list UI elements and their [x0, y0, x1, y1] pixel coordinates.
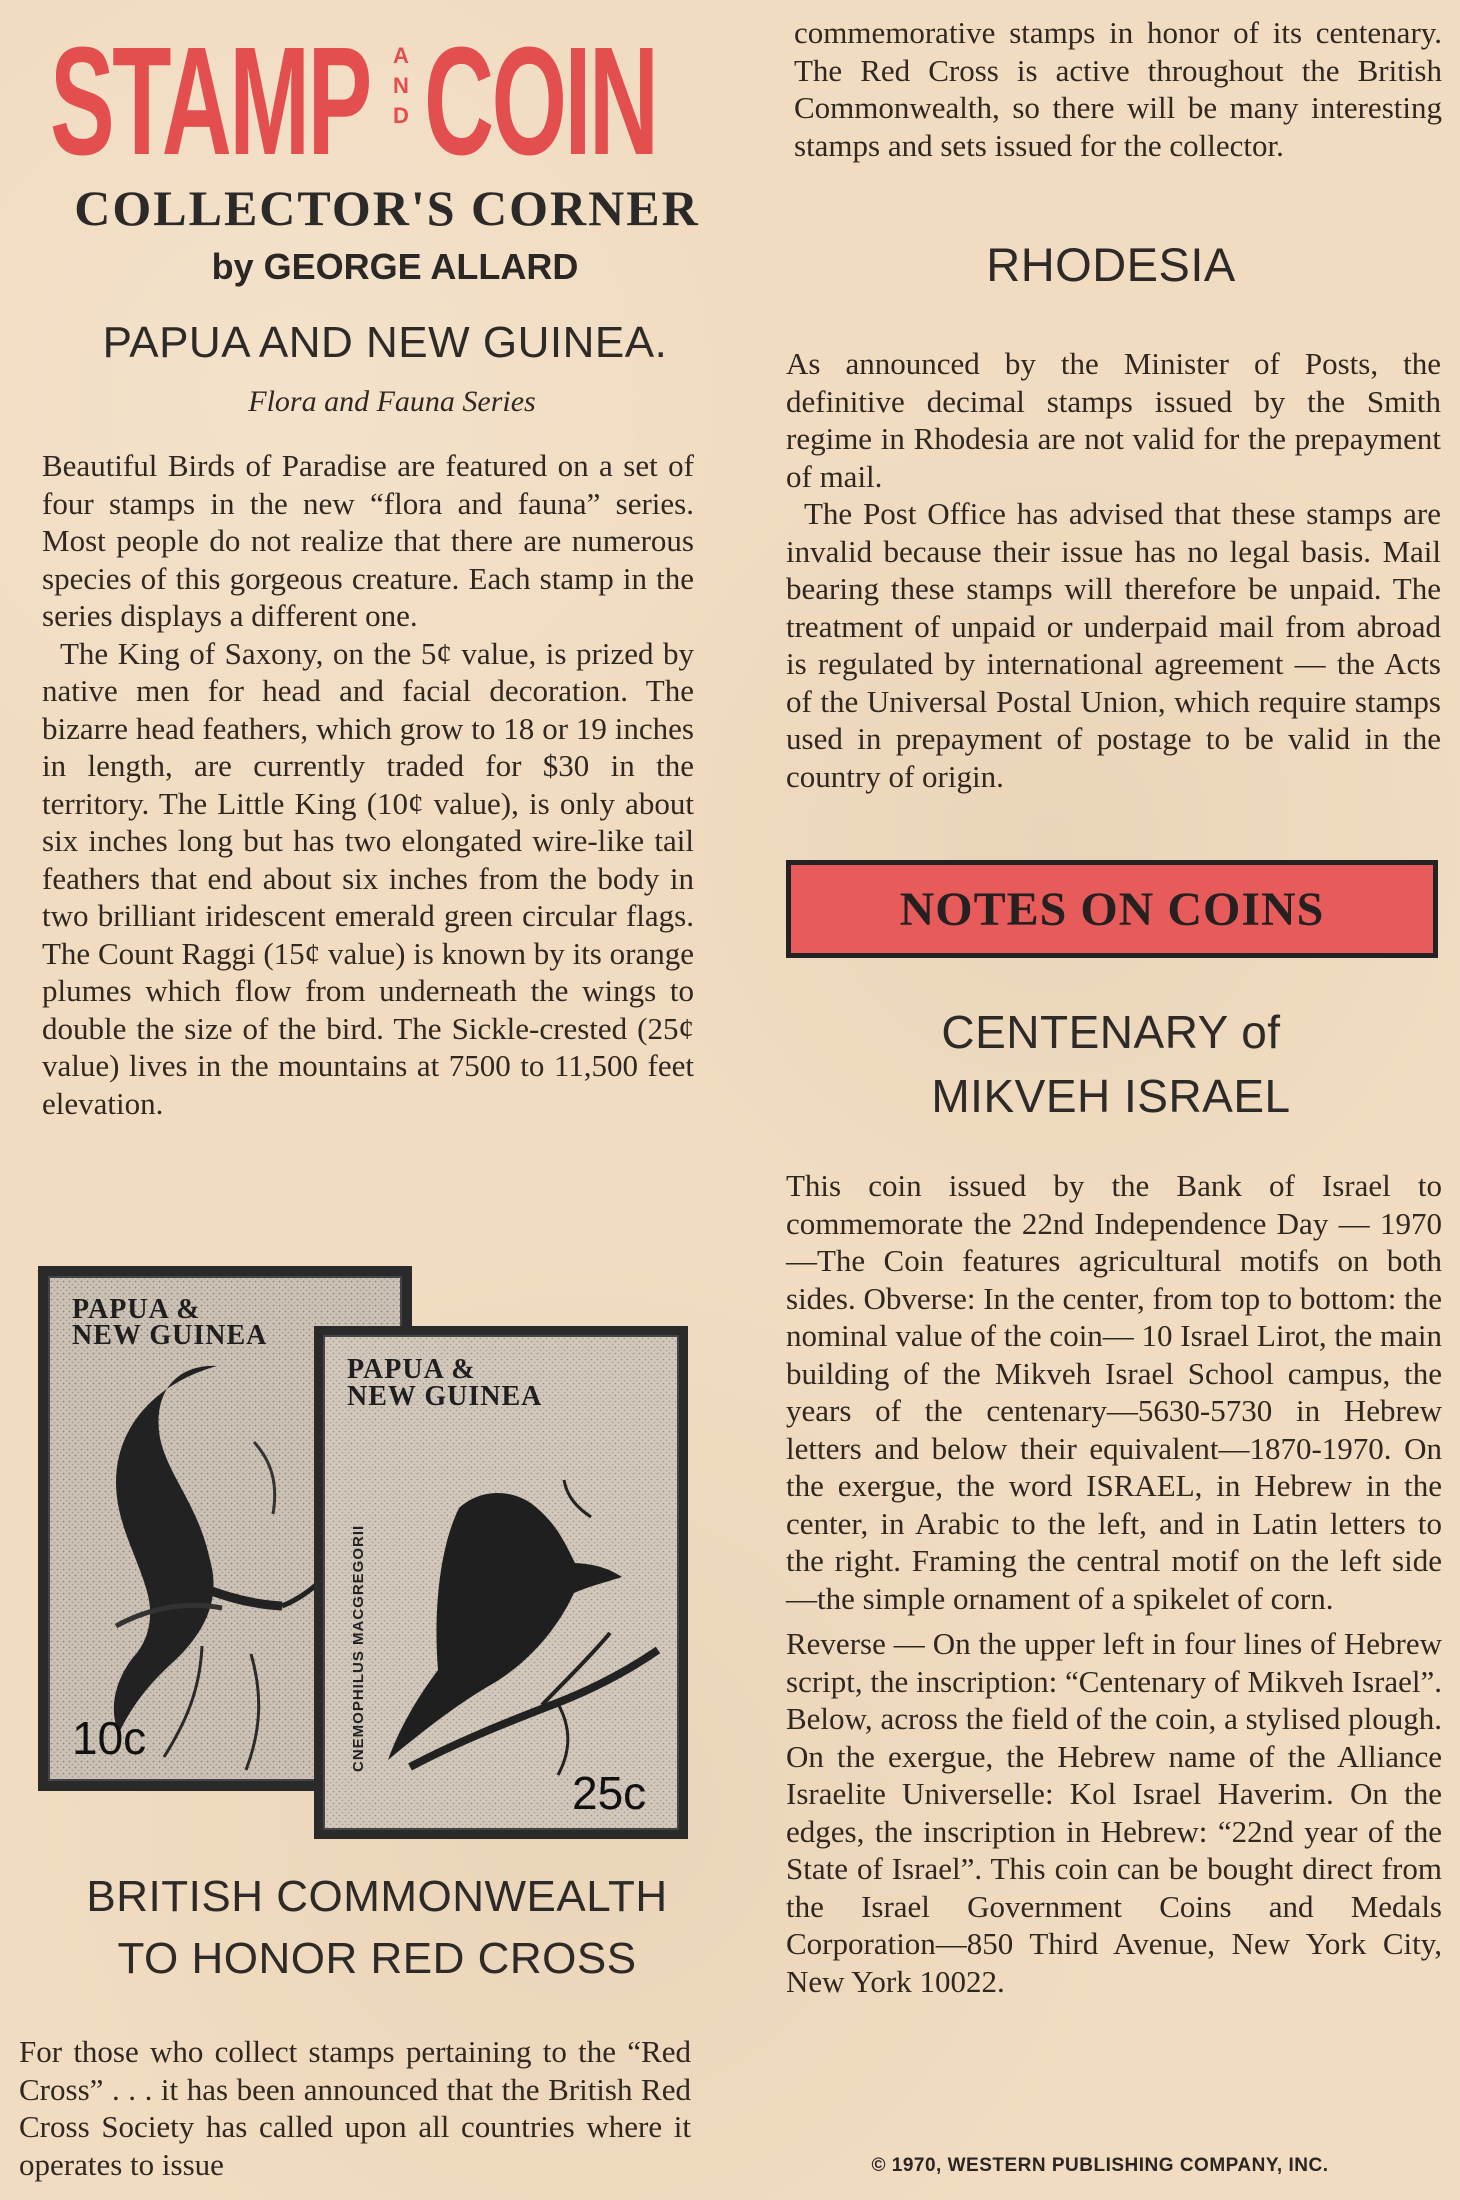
- right-stamp: [314, 1326, 688, 1839]
- masthead: [32, 0, 700, 360]
- bird-stamps-image: [32, 1262, 702, 1846]
- byline: by GEORGE ALLARD: [211, 246, 579, 287]
- masthead-stamp-word: STAMP: [50, 15, 370, 187]
- rhodesia-paragraph-1: As announced by the Minister of Posts, the definitive decimal stamps issued by the Smith regime in Rhodesia are not valid for the prepayment of mail.: [786, 346, 1441, 494]
- coin-article: [786, 1167, 1442, 2000]
- copyright-notice: © 1970, WESTERN PUBLISHING COMPANY, INC.: [871, 2155, 1329, 2176]
- left-stamp-country: PAPUA &: [72, 1294, 201, 1325]
- british-heading-line-2: TO HONOR RED CROSS: [117, 1934, 637, 1983]
- papua-paragraph-1: Beautiful Birds of Paradise are featured on a set of four stamps in the new “flora and fauna” series. Most people do not realize that there are numerous species of this gorgeous creature. Each stamp in the series displays a different one.: [42, 448, 694, 633]
- british-article: For those who collect stamps pertaining to the “Red Cross” . . . it has been announced that the British Red Cross Society has called upon all countries where it operates to issue: [19, 2034, 691, 2182]
- rhodesia-article: [786, 345, 1441, 795]
- papua-subheading: Flora and Fauna Series: [248, 385, 536, 418]
- papua-heading: PAPUA AND NEW GUINEA.: [102, 318, 668, 367]
- left-stamp-value: 10c: [72, 1712, 147, 1764]
- papua-article: [42, 447, 694, 1122]
- coin-paragraph-1: This coin issued by the Bank of Israel to commemorate the 22nd Independence Day — 1970—The Coin features agricultural motifs on both sides. Obverse: In the center, from top to bottom: the nominal value of the coin— 10 Israel Lirot, the main building of the Mikveh Israel School campus, the years of the centenary—5630-5730 in Hebrew letters and below their equivalent—1870-1970. On the exergue, the word ISRAEL, in Hebrew in the center, in Arabic to the left, and in Latin letters to the right. Framing the central motif on the left side—the simple ornament of a spikelet of corn.: [786, 1168, 1442, 1616]
- masthead-and-word: [387, 41, 415, 131]
- papua-paragraph-2: The King of Saxony, on the 5¢ value, is prized by native men for head and facial decoration. The bizarre head feathers, which grow to 18 or 19 inches in length, are currently traded for $30 in the territory. The Little King (10¢ value), is only about six inches long but has two elongated wire-like tail feathers that end about six inches from the body in two brilliant iridescent emerald green circular flags. The Count Raggi (15¢ value) is known by its orange plumes which flow from underneath the wings to double the size of the bird. The Sickle-crested (25¢ value) lives in the mountains at 7500 to 11,500 feet elevation.: [42, 635, 694, 1121]
- masthead-title: [44, 15, 734, 187]
- svg-text:NEW GUINEA: NEW GUINEA: [72, 1320, 268, 1351]
- right-stamp-species: CNEMOPHILUS MACGREGORII: [350, 1524, 367, 1772]
- section-title: COLLECTOR'S CORNER: [74, 180, 700, 236]
- centenary-heading: [786, 1000, 1436, 1128]
- coin-paragraph-2: Reverse — On the upper left in four lines of Hebrew script, the inscription: “Centenary of Mikveh Israel”. Below, across the field of the coin, a stylised plough. On the exergue, the Hebrew name of the Alliance Israelite Universelle: Kol Israel Haverim. On the edges, the inscription in Hebrew: “22nd year of the State of Israel”. This coin can be bought direct from the Israel Government Coins and Medals Corporation—850 Third Avenue, New York City, New York 10022.: [786, 1626, 1442, 1999]
- centenary-heading-line-1: CENTENARY of: [941, 1006, 1281, 1058]
- masthead-coin-word: COIN: [424, 15, 657, 187]
- right-stamp-country: PAPUA &: [347, 1354, 476, 1385]
- notes-on-coins-box: NOTES ON COINS: [786, 860, 1438, 958]
- rhodesia-paragraph-2: The Post Office has advised that these stamps are invalid because their issue has no legal basis. Mail bearing these stamps will therefore be unpaid. The treatment of unpaid or underpaid mail from abroad is regulated by international agreement — the Acts of the Universal Postal Union, which require stamps used in prepayment of postage to be valid in the country of origin.: [786, 496, 1441, 794]
- british-continued-article: commemorative stamps in honor of its centenary. The Red Cross is active throughout the British Commonwealth, so there will be many interesting stamps and sets issued for the collector.: [794, 15, 1442, 163]
- british-heading-line-1: BRITISH COMMONWEALTH: [86, 1872, 668, 1921]
- svg-text:NEW GUINEA: NEW GUINEA: [347, 1381, 543, 1412]
- british-heading: [32, 1866, 722, 1990]
- and-letter-a: A: [393, 43, 409, 68]
- rhodesia-heading: RHODESIA: [986, 238, 1236, 291]
- and-letter-d: D: [393, 103, 409, 128]
- right-stamp-value: 25c: [572, 1767, 647, 1819]
- centenary-heading-line-2: MIKVEH ISRAEL: [931, 1070, 1291, 1122]
- and-letter-n: N: [393, 73, 409, 98]
- left-column: [19, 0, 700, 2182]
